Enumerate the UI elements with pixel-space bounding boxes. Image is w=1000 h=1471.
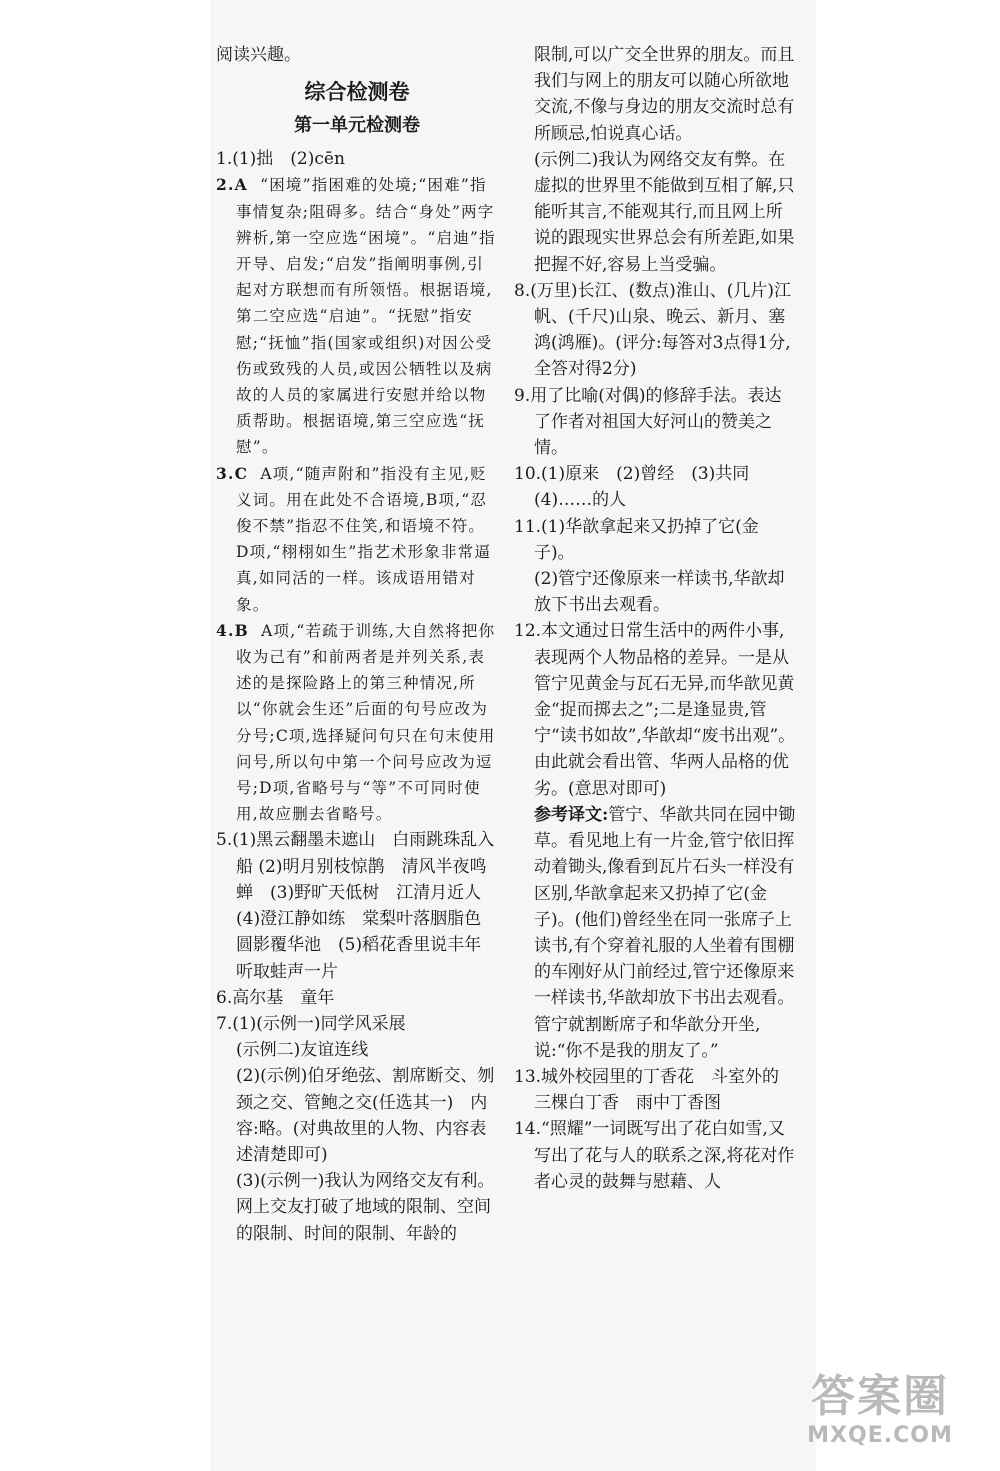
answer-q3-text: A项,“随声附和”指没有主见,贬义词。用在此处不合语境,B项,“忍俊不禁”指忍不住笑,和语境不符。D项,“栩栩如生”指艺术形象非常逼真,如同活的一样。该成语用错对象。 — [236, 464, 492, 614]
answer-q4-text: A项,“若疏于训练,大自然将把你收为己有”和前两者是并列关系,表述的是探险路上的第三种情况,所以“你就会生还”后面的句号应改为分号;C项,选择疑问句只在句末使用问号,所以句中第一个问号应改为逗号;D项,省略号与“等”不可同时使用,故应删去省略号。 — [236, 621, 496, 824]
reference-translation — [514, 802, 796, 1064]
answer-q9: 9.用了比喻(对偶)的修辞手法。表达了作者对祖国大好河山的赞美之情。 — [514, 385, 782, 459]
answer-q11-line1: 11.(1)华歆拿起来又扔掉了它(金子)。 — [514, 516, 759, 563]
answer-q4-num: 4.B — [216, 620, 249, 640]
answer-q7-line1: 7.(1)(示例一)同学风采展 — [216, 1013, 406, 1034]
answer-q10-line2: (4)……的人 — [534, 490, 627, 511]
answer-q7-line3: (2)(示例)伯牙绝弦、割席断交、刎颈之交、管鲍之交(任选其一) 内容:略。(对典故里的人物、内容表述清楚即可) — [236, 1066, 495, 1165]
answer-q8: 8.(万里)长江、(数点)淮山、(几片)江帆、(千尺)山泉、晚云、新月、塞鸿(鸿雁)。(评分:每答对3点得1分,全答对得2分) — [514, 280, 792, 380]
watermark-logo: 答案圈 — [811, 1371, 949, 1422]
watermark-url: MXQE.COM — [807, 1423, 953, 1448]
answer-q5-rest: (2)明月别枝惊鹊 清风半夜鸣蝉 (3)野旷天低树 江清月近人 (4)澄江静如练 棠梨叶落胭脂色 圆影覆华池 (5)稻花香里说丰年 听取蛙声一片 — [236, 856, 499, 982]
reference-translation-text: 管宁、华歆共同在园中锄草。看见地上有一片金,管宁依旧挥动着锄头,像看到瓦片石头一样没有区别,华歆拿起来又扔掉了它(金子)。(他们)曾经坐在同一张席子上读书,有个穿着礼服的人坐着有围棚的车刚好从门前经过,管宁还像原来一样读书,华歆却放下书出去观看。管宁就割断席子和华歆分开坐,说:“你不是我的朋友了。” — [534, 804, 796, 1061]
answer-q7-line2: (示例二)友谊连线 — [236, 1040, 369, 1061]
answer-q1: 1.(1)拙 (2)cēn — [216, 149, 345, 170]
answer-q10-line1: 10.(1)原来 (2)曾经 (3)共同 — [514, 464, 750, 485]
answer-q7-line4: (3)(示例一)我认为网络交友有利。网上交友打破了地域的限制、空间的限制、时间的限制、年龄的 — [236, 1171, 495, 1244]
answer-q2-num: 2.A — [216, 175, 248, 195]
answer-q12: 12.本文通过日常生活中的两件小事,表现两个人物品格的差异。一是从管宁见黄金与瓦石无异,而华歆见黄金“捉而掷去之”;二是逢显贵,管宁“读书如故”,华歆却“废书出观”。由此就会看出管、华两人品格的优劣。(意思对即可) — [514, 621, 796, 799]
right-column — [514, 42, 796, 1195]
answer-q6: 6.高尔基 童年 — [216, 987, 335, 1008]
left-column — [216, 42, 498, 1247]
page-title: 综合检测卷 — [304, 80, 410, 105]
answer-q2 — [216, 172, 498, 460]
reference-translation-label: 参考译文: — [534, 804, 609, 825]
answer-q5-first: 5.(1)黑云翻墨未遮山 白雨跳珠乱入船 — [216, 830, 495, 877]
answer-q7-example2: (示例二)我认为网络交友有弊。在虚拟的世界里不能做到互相了解,只能听其言,不能观其行,而且网上所说的跟现实世界总会有所差距,如果把握不好,容易上当受骗。 — [534, 149, 795, 275]
answer-q3-num: 3.C — [216, 463, 249, 483]
answer-q5 — [216, 827, 498, 984]
answer-q13: 13.城外校园里的丁香花 斗室外的三棵白丁香 雨中丁香图 — [514, 1066, 780, 1114]
answer-q11-line2: (2)管宁还像原来一样读书,华歆却放下书出去观看。 — [534, 569, 785, 616]
answer-q4 — [216, 618, 498, 828]
intro-tail: 阅读兴趣。 — [216, 45, 301, 65]
answer-q3 — [216, 461, 498, 618]
answer-q7-continued: 限制,可以广交全世界的朋友。而且我们与网上的朋友可以随心所欲地交流,不像与身边的朋友交流时总有所顾忌,怕说真心话。 — [534, 45, 795, 144]
watermark — [780, 1371, 980, 1461]
answer-q2-text: “困境”指困难的处境;“困难”指事情复杂;阻碍多。结合“身处”两字辨析,第一空应选“困境”。“启迪”指开导、启发;“启发”指阐明事例,引起对方联想而有所领悟。根据语境,第二空应选“启迪”。“抚慰”指安慰;“抚恤”指(国家或组织)对因公受伤或致残的人员,或因公牺牲以及病故的人员的家属进行安慰并给以物质帮助。根据语境,第三空应选“抚慰”。 — [236, 176, 496, 457]
unit-subtitle: 第一单元检测卷 — [294, 115, 420, 137]
answer-q14: 14.“照耀”一词既写出了花白如雪,又写出了花与人的联系之深,将花对作者心灵的鼓舞与慰藉、人 — [514, 1119, 795, 1192]
